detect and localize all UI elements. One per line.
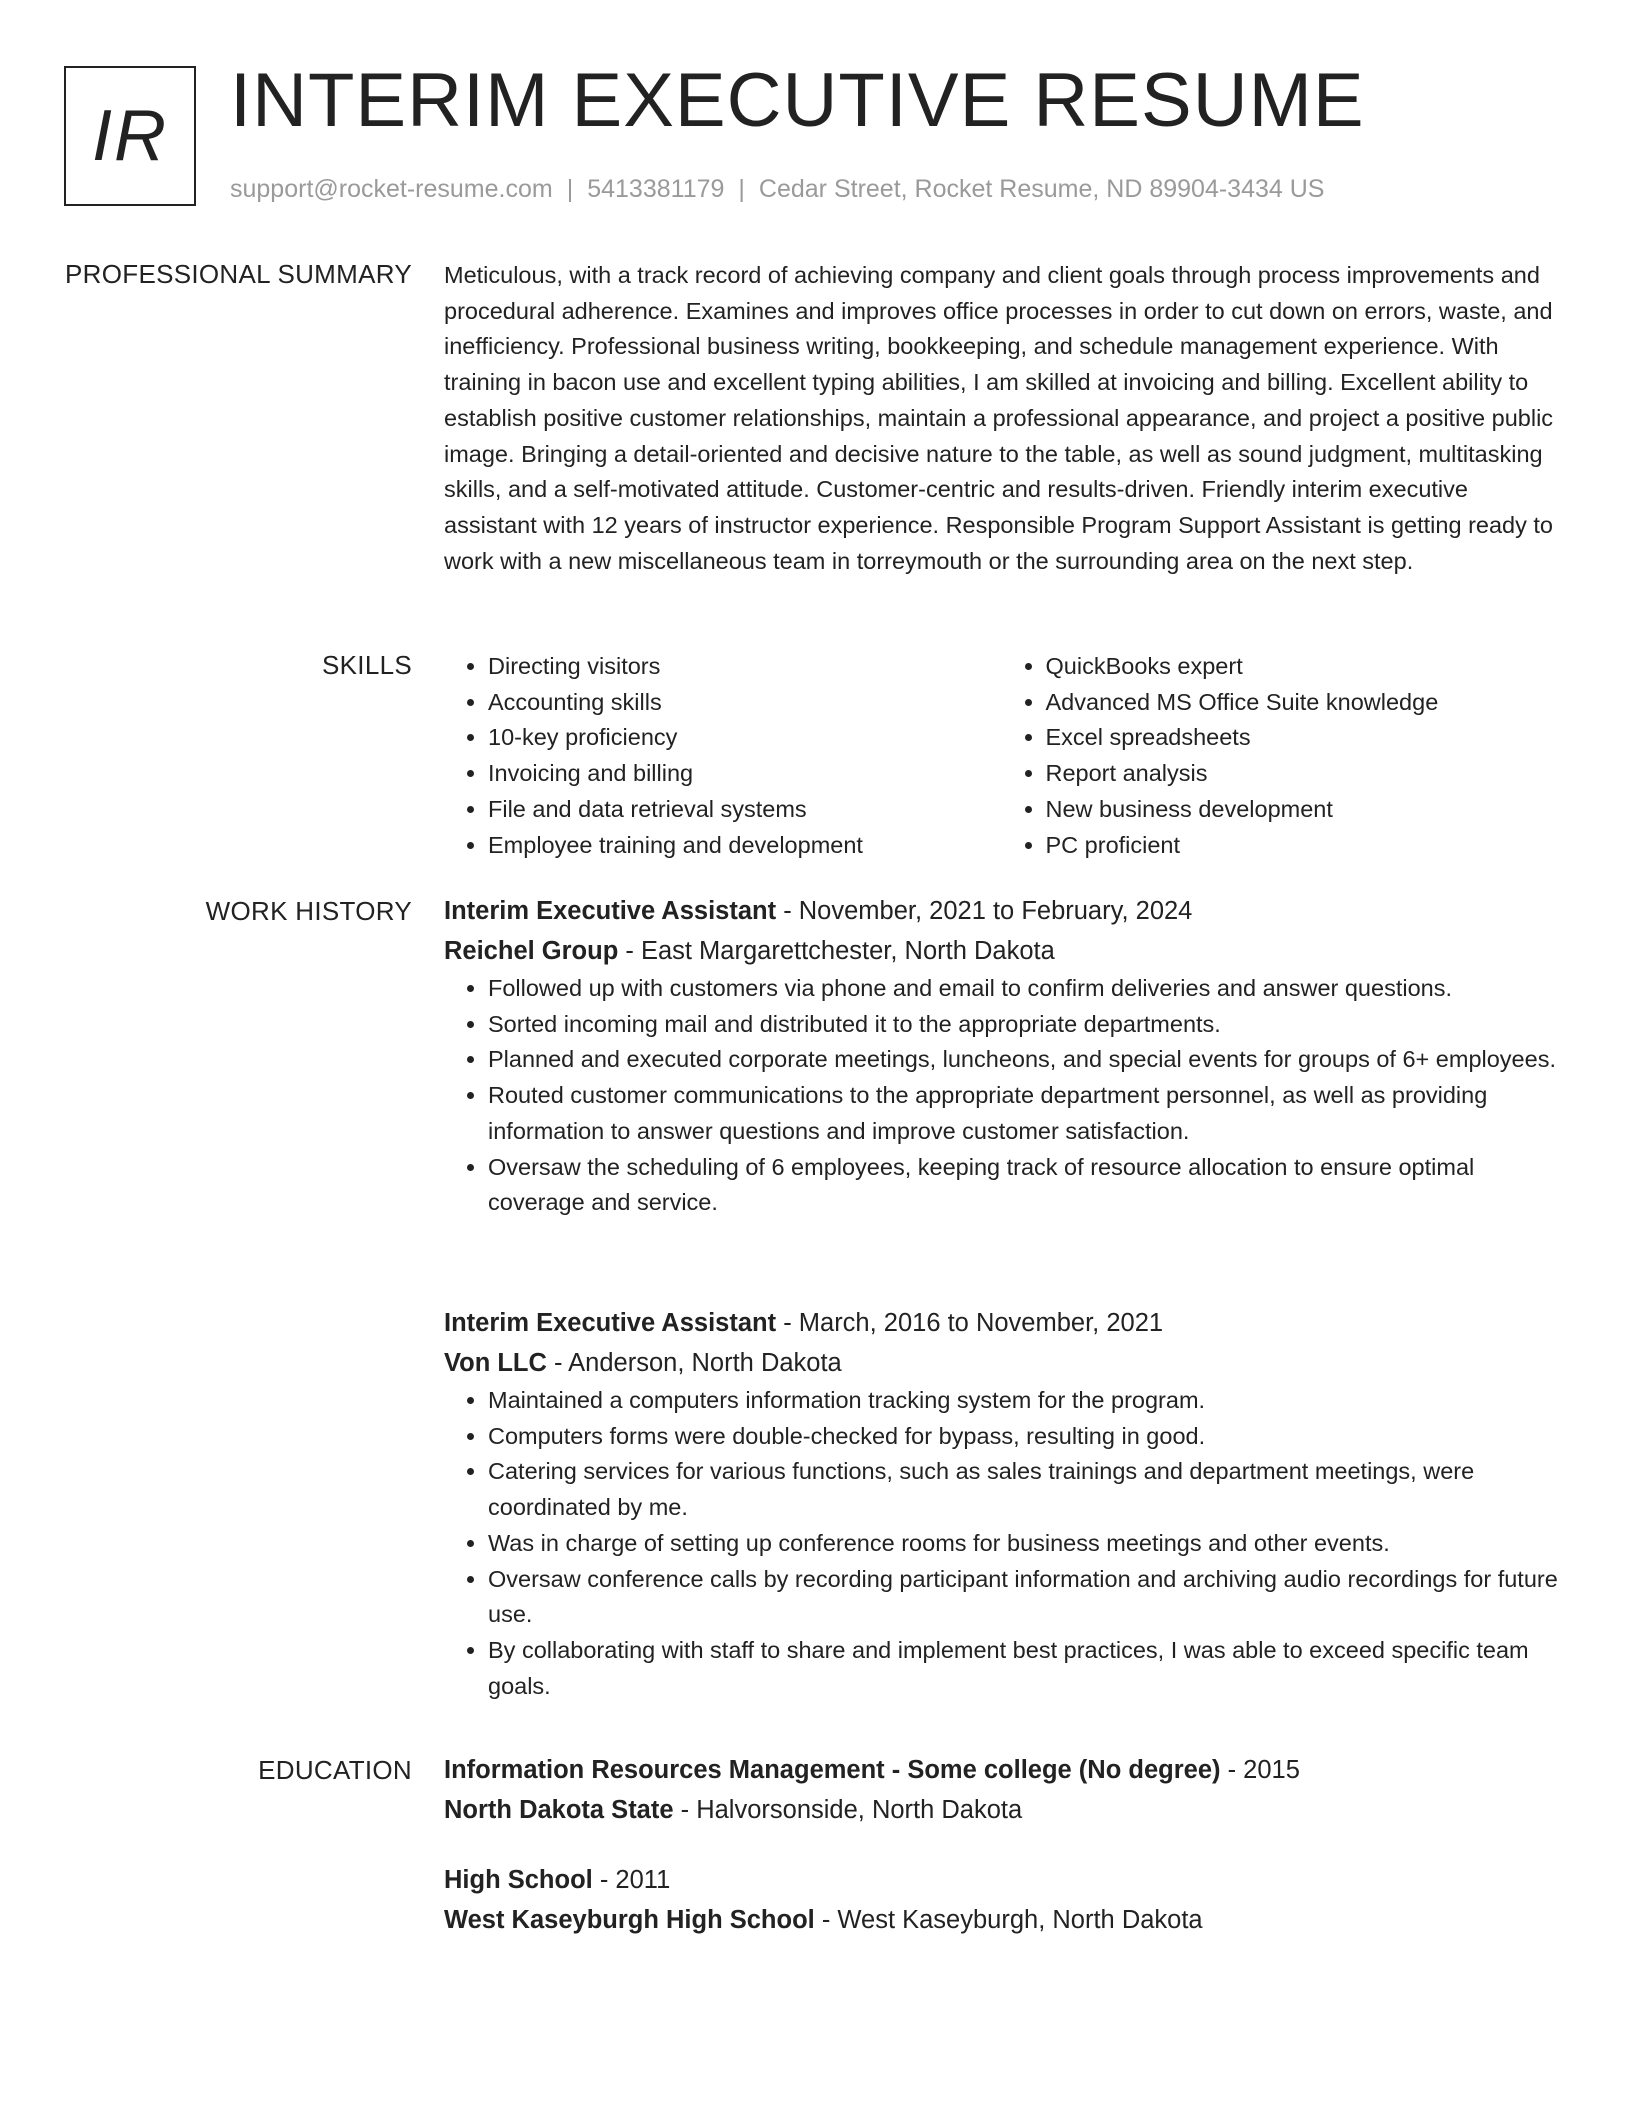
education-location: - West Kaseyburgh, North Dakota [814, 1906, 1203, 1934]
section-label-summary: PROFESSIONAL SUMMARY [65, 259, 412, 289]
education-school-line [444, 1790, 1559, 1830]
job-duty: • Oversaw conference calls by recording participant information and archiving audio recordings for future use. [488, 1562, 1559, 1633]
education-degree: Information Resources Management - Some college (No degree) [444, 1756, 1221, 1784]
job-duty: • Routed customer communications to the appropriate department personnel, as well as providing information to answer questions and improve customer satisfaction. [488, 1078, 1559, 1149]
skill-item: • Employee training and development [488, 828, 1002, 864]
education-year: - 2015 [1220, 1756, 1300, 1784]
skill-item: • Accounting skills [488, 685, 1002, 721]
skill-item: • New business development [1046, 792, 1560, 828]
section-label-work-history: WORK HISTORY [205, 896, 412, 926]
contact-separator: | [738, 175, 745, 203]
education-degree-line [444, 1860, 1559, 1900]
job-duty: • Planned and executed corporate meetings, luncheons, and special events for groups of 6+ employees. [488, 1042, 1559, 1078]
education-school: North Dakota State [444, 1796, 674, 1824]
skill-item: • PC proficient [1046, 828, 1560, 864]
job-dates: - November, 2021 to February, 2024 [776, 897, 1193, 925]
skill-item: • Excel spreadsheets [1046, 720, 1560, 756]
section-label-education: EDUCATION [258, 1755, 412, 1785]
job-duty: • Sorted incoming mail and distributed it to the appropriate departments. [488, 1007, 1559, 1043]
job-location: - East Margarettchester, North Dakota [618, 937, 1055, 965]
job-title: Interim Executive Assistant [444, 897, 777, 925]
monogram-logo: IR [64, 66, 196, 206]
summary-body [444, 258, 1559, 579]
skills-list-left [444, 649, 1002, 863]
resume-title: INTERIM EXECUTIVE RESUME [230, 58, 1365, 143]
job-entry [444, 1303, 1559, 1704]
skill-item: • Advanced MS Office Suite knowledge [1046, 685, 1560, 721]
education-entry [444, 1750, 1559, 1830]
job-company: Reichel Group [444, 937, 619, 965]
job-duty: • Followed up with customers via phone and email to confirm deliveries and answer questions. [488, 971, 1559, 1007]
job-duties-list [444, 1383, 1559, 1704]
job-duty: • Was in charge of setting up conference rooms for business meetings and other events. [488, 1526, 1559, 1562]
section-label-skills: SKILLS [322, 650, 412, 680]
skills-list-right [1002, 649, 1560, 863]
job-duty: • By collaborating with staff to share and implement best practices, I was able to exceed specific team goals. [488, 1633, 1559, 1704]
education-school-line [444, 1900, 1559, 1940]
skill-item: • 10-key proficiency [488, 720, 1002, 756]
summary-text: Meticulous, with a track record of achieving company and client goals through process improvements and procedural adherence. Examines and improves office processes in order to cut down on errors, waste, and inefficiency. Professional business writing, bookkeeping, and schedule management experience. With training in bacon use and excellent typing abilities, I am skilled at invoicing and billing. Excellent ability to establish positive customer relationships, maintain a professional appearance, and project a positive public image. Bringing a detail-oriented and decisive nature to the table, as well as sound judgment, multitasking skills, and a self-motivated attitude. Customer-centric and results-driven. Friendly interim executive assistant with 12 years of instructor experience. Responsible Program Support Assistant is getting ready to work with a new miscellaneous team in torreymouth or the surrounding area on the next step. [444, 262, 1554, 574]
contact-email[interactable]: support@rocket-resume.com [230, 175, 553, 203]
job-duties-list [444, 971, 1559, 1221]
contact-address: Cedar Street, Rocket Resume, ND 89904-3434 US [758, 175, 1325, 203]
skill-item: • Directing visitors [488, 649, 1002, 685]
job-duty: • Maintained a computers information tracking system for the program. [488, 1383, 1559, 1419]
skill-item: • Invoicing and billing [488, 756, 1002, 792]
job-entry [444, 891, 1559, 1221]
job-location: - Anderson, North Dakota [546, 1349, 842, 1377]
job-duty: • Computers forms were double-checked for bypass, resulting in good. [488, 1419, 1559, 1455]
job-duty: • Catering services for various functions, such as sales trainings and department meetings, were coordinated by me. [488, 1454, 1559, 1525]
education-degree: High School [444, 1866, 593, 1894]
skills-body [444, 649, 1559, 863]
job-title-line [444, 1303, 1559, 1343]
education-degree-line [444, 1750, 1559, 1790]
education-entry [444, 1860, 1559, 1940]
contact-separator: | [566, 175, 574, 203]
job-duty: • Oversaw the scheduling of 6 employees, keeping track of resource allocation to ensure optimal coverage and service. [488, 1150, 1559, 1221]
job-dates: - March, 2016 to November, 2021 [776, 1309, 1164, 1337]
education-location: - Halvorsonside, North Dakota [673, 1796, 1023, 1824]
job-company-line [444, 1343, 1559, 1383]
skill-item: • Report analysis [1046, 756, 1560, 792]
contact-phone[interactable]: 5413381179 [587, 175, 725, 203]
skill-item: • QuickBooks expert [1046, 649, 1560, 685]
skill-item: • File and data retrieval systems [488, 792, 1002, 828]
job-company: Von LLC [444, 1349, 547, 1377]
contact-line [230, 172, 1324, 206]
education-year: - 2011 [592, 1866, 671, 1894]
job-company-line [444, 931, 1559, 971]
job-title: Interim Executive Assistant [444, 1309, 777, 1337]
education-school: West Kaseyburgh High School [444, 1906, 815, 1934]
job-title-line [444, 891, 1559, 931]
